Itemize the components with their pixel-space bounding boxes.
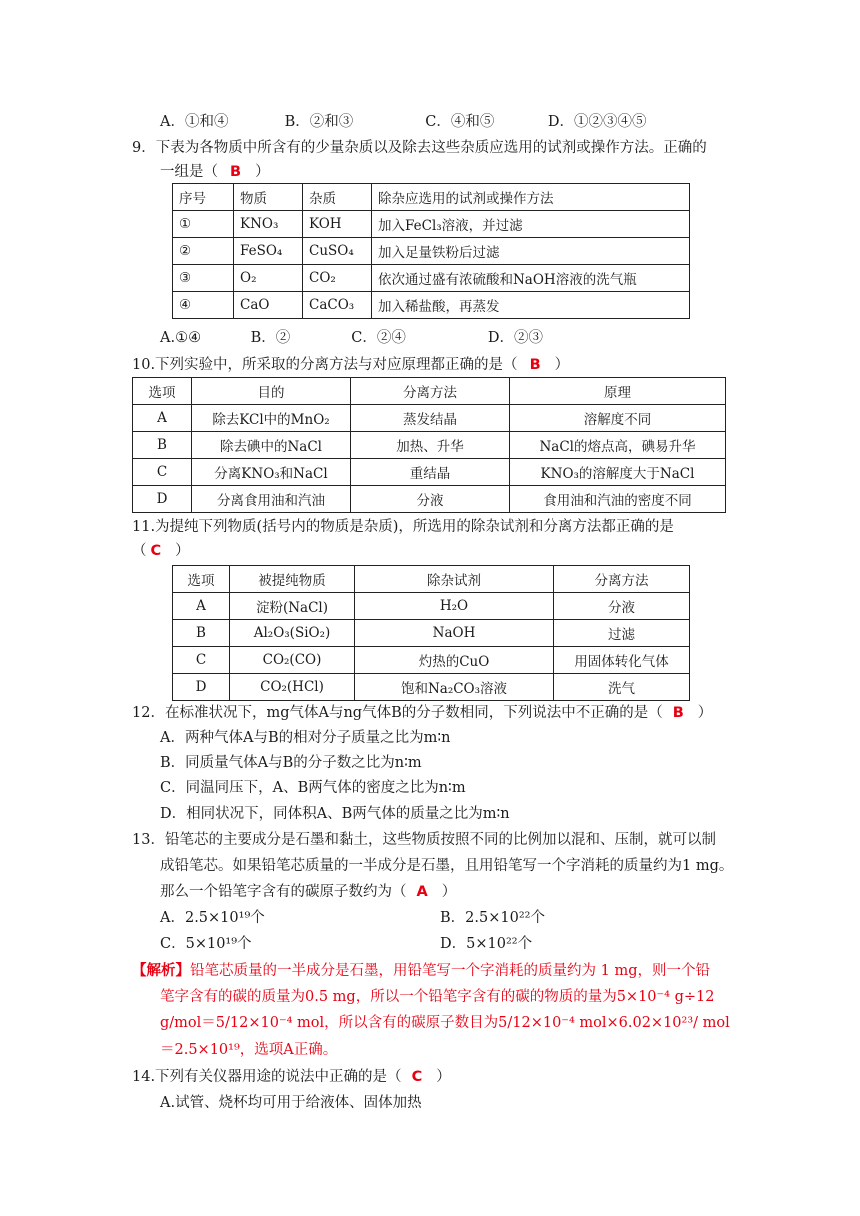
table-cell: C [133, 459, 192, 486]
q8-option-c: C．④和⑤ [425, 114, 495, 130]
table-header-cell: 被提纯物质 [230, 566, 355, 593]
q9-option-a: A.①④ [160, 330, 202, 346]
analysis-line3: g/mol＝5/12×10⁻⁴ mol，所以含有的碳原子数目为5/12×10⁻⁴ mol×6.02×10²³/ mol [160, 1015, 730, 1031]
table-cell: 依次通过盛有浓硫酸和NaOH溶液的洗气瓶 [372, 265, 690, 292]
table-cell: CO₂ [303, 265, 372, 292]
table-cell: CaO [234, 292, 303, 319]
table-cell: NaCl的熔点高，碘易升华 [510, 432, 726, 459]
q9-option-b: B．② [250, 330, 291, 346]
table-row [173, 238, 690, 265]
table-cell: ③ [173, 265, 234, 292]
table-cell: 除去KCl中的MnO₂ [192, 405, 351, 432]
table-cell: KOH [303, 211, 372, 238]
q13-stem-line3: 那么一个铅笔字含有的碳原子数约为（ A ） [160, 884, 457, 900]
table-header-row [133, 378, 726, 405]
q8-options [160, 112, 646, 132]
table-cell: NaOH [355, 620, 554, 647]
table-header-cell: 原理 [510, 378, 726, 405]
table-header-cell: 物质 [234, 184, 303, 211]
table-cell: CaCO₃ [303, 292, 372, 319]
table-cell: A [173, 593, 230, 620]
q12-stem: 12．在标准状况下，mg气体A与ng气体B的分子数相同，下列说法中不正确的是（ B ） [132, 705, 713, 721]
table-cell: 加入稀盐酸，再蒸发 [372, 292, 690, 319]
table-header-row [173, 184, 690, 211]
q13-option-c: C．5×10¹⁹个 [160, 936, 252, 952]
table-header-cell: 除杂试剂 [355, 566, 554, 593]
table-cell: 重结晶 [351, 459, 510, 486]
q12-option-a: A．两种气体A与B的相对分子质量之比为m∶n [160, 730, 451, 746]
table-cell: 加入FeCl₃溶液，并过滤 [372, 211, 690, 238]
table-header-cell: 除杂应选用的试剂或操作方法 [372, 184, 690, 211]
q13-option-d: D．5×10²²个 [440, 936, 533, 952]
analysis-line4: ＝2.5×10¹⁹，选项A正确。 [160, 1042, 338, 1058]
q9-option-c: C．②④ [351, 330, 406, 346]
analysis-line2: 笔字含有的碳的质量为0.5 mg，所以一个铅笔字含有的碳的物质的量为5×10⁻⁴ g÷12 [160, 989, 715, 1005]
q14-answer: C [411, 1069, 423, 1085]
table-cell: 除去碘中的NaCl [192, 432, 351, 459]
table-cell: Al₂O₃(SiO₂) [230, 620, 355, 647]
table-cell: 分液 [351, 486, 510, 513]
q13-option-a: A．2.5×10¹⁹个 [160, 910, 265, 926]
table-row [173, 292, 690, 319]
q9-answer: B [230, 164, 242, 180]
table-cell: O₂ [234, 265, 303, 292]
q13-stem-line2: 成铅笔芯。如果铅笔芯质量的一半成分是石墨，且用铅笔写一个字消耗的质量约为1 mg。 [160, 858, 734, 874]
q9-stem-line1: 9．下表为各物质中所含有的少量杂质以及除去这些杂质应选用的试剂或操作方法。正确的 [132, 140, 707, 156]
table-cell: CO₂(HCl) [230, 674, 355, 701]
table-header-cell: 目的 [192, 378, 351, 405]
q9-options [160, 328, 543, 348]
table-cell: CuSO₄ [303, 238, 372, 265]
q8-option-b: B．②和③ [284, 114, 354, 130]
table-cell: 食用油和汽油的密度不同 [510, 486, 726, 513]
q10-table [132, 377, 726, 513]
analysis-label: 【解析】 [132, 962, 190, 979]
table-cell: 灼热的CuO [355, 647, 554, 674]
table-cell: 饱和Na₂CO₃溶液 [355, 674, 554, 701]
table-row [133, 405, 726, 432]
table-cell: H₂O [355, 593, 554, 620]
table-cell: ④ [173, 292, 234, 319]
table-cell: 淀粉(NaCl) [230, 593, 355, 620]
q12-option-c: C．同温同压下，A、B两气体的密度之比为n∶m [160, 780, 466, 796]
table-header-cell: 分离方法 [554, 566, 690, 593]
q11-answer: C [150, 543, 162, 559]
q11-stem-line2: （ C ） [132, 543, 190, 559]
q9-option-d: D．②③ [487, 330, 543, 346]
table-cell: ② [173, 238, 234, 265]
table-cell: ① [173, 211, 234, 238]
table-cell: 加热、升华 [351, 432, 510, 459]
table-header-cell: 选项 [173, 566, 230, 593]
table-header-cell: 序号 [173, 184, 234, 211]
table-row [133, 486, 726, 513]
table-row [173, 593, 690, 620]
table-row [173, 647, 690, 674]
q11-table [172, 565, 690, 701]
q12-option-b: B．同质量气体A与B的分子数之比为n∶m [160, 755, 422, 771]
table-cell: 蒸发结晶 [351, 405, 510, 432]
table-cell: 分液 [554, 593, 690, 620]
table-cell: D [173, 674, 230, 701]
q14-option-a: A.试管、烧杯均可用于给液体、固体加热 [160, 1095, 422, 1111]
table-cell: 用固体转化气体 [554, 647, 690, 674]
table-cell: 分离食用油和汽油 [192, 486, 351, 513]
table-cell: D [133, 486, 192, 513]
q9-stem-line2: 一组是（ B ） [160, 164, 270, 180]
table-cell: 过滤 [554, 620, 690, 647]
table-row [173, 211, 690, 238]
q10-stem: 10.下列实验中，所采取的分离方法与对应原理都正确的是（ B ） [132, 357, 570, 373]
q11-stem-line1: 11.为提纯下列物质(括号内的物质是杂质)，所选用的除杂试剂和分离方法都正确的是 [132, 519, 674, 535]
table-cell: 洗气 [554, 674, 690, 701]
table-header-row [173, 566, 690, 593]
analysis-line1: 【解析】铅笔芯质量的一半成分是石墨，用铅笔写一个字消耗的质量约为 1 mg，则一个铅 [132, 962, 710, 979]
table-row [133, 459, 726, 486]
q13-option-b: B．2.5×10²²个 [440, 910, 545, 926]
table-cell: 分离KNO₃和NaCl [192, 459, 351, 486]
table-cell: KNO₃的溶解度大于NaCl [510, 459, 726, 486]
table-row [173, 674, 690, 701]
table-row [173, 620, 690, 647]
q14-stem: 14.下列有关仪器用途的说法中正确的是（ C ） [132, 1069, 451, 1085]
q13-answer: A [416, 884, 428, 900]
table-cell: B [173, 620, 230, 647]
table-cell: A [133, 405, 192, 432]
table-header-cell: 分离方法 [351, 378, 510, 405]
q12-option-d: D．相同状况下，同体积A、B两气体的质量之比为m∶n [160, 806, 510, 822]
table-cell: CO₂(CO) [230, 647, 355, 674]
table-cell: B [133, 432, 192, 459]
q10-answer: B [529, 357, 541, 373]
table-cell: C [173, 647, 230, 674]
table-header-cell: 选项 [133, 378, 192, 405]
table-header-cell: 杂质 [303, 184, 372, 211]
table-cell: KNO₃ [234, 211, 303, 238]
table-cell: 溶解度不同 [510, 405, 726, 432]
q8-option-a: A．①和④ [160, 114, 229, 130]
table-row [173, 265, 690, 292]
table-cell: FeSO₄ [234, 238, 303, 265]
q13-stem-line1: 13．铅笔芯的主要成分是石墨和黏土，这些物质按照不同的比例加以混和、压制，就可以制 [132, 832, 716, 848]
q12-answer: B [672, 705, 684, 721]
q8-option-d: D．①②③④⑤ [547, 114, 647, 130]
table-row [133, 432, 726, 459]
q9-table [172, 183, 690, 319]
table-cell: 加入足量铁粉后过滤 [372, 238, 690, 265]
